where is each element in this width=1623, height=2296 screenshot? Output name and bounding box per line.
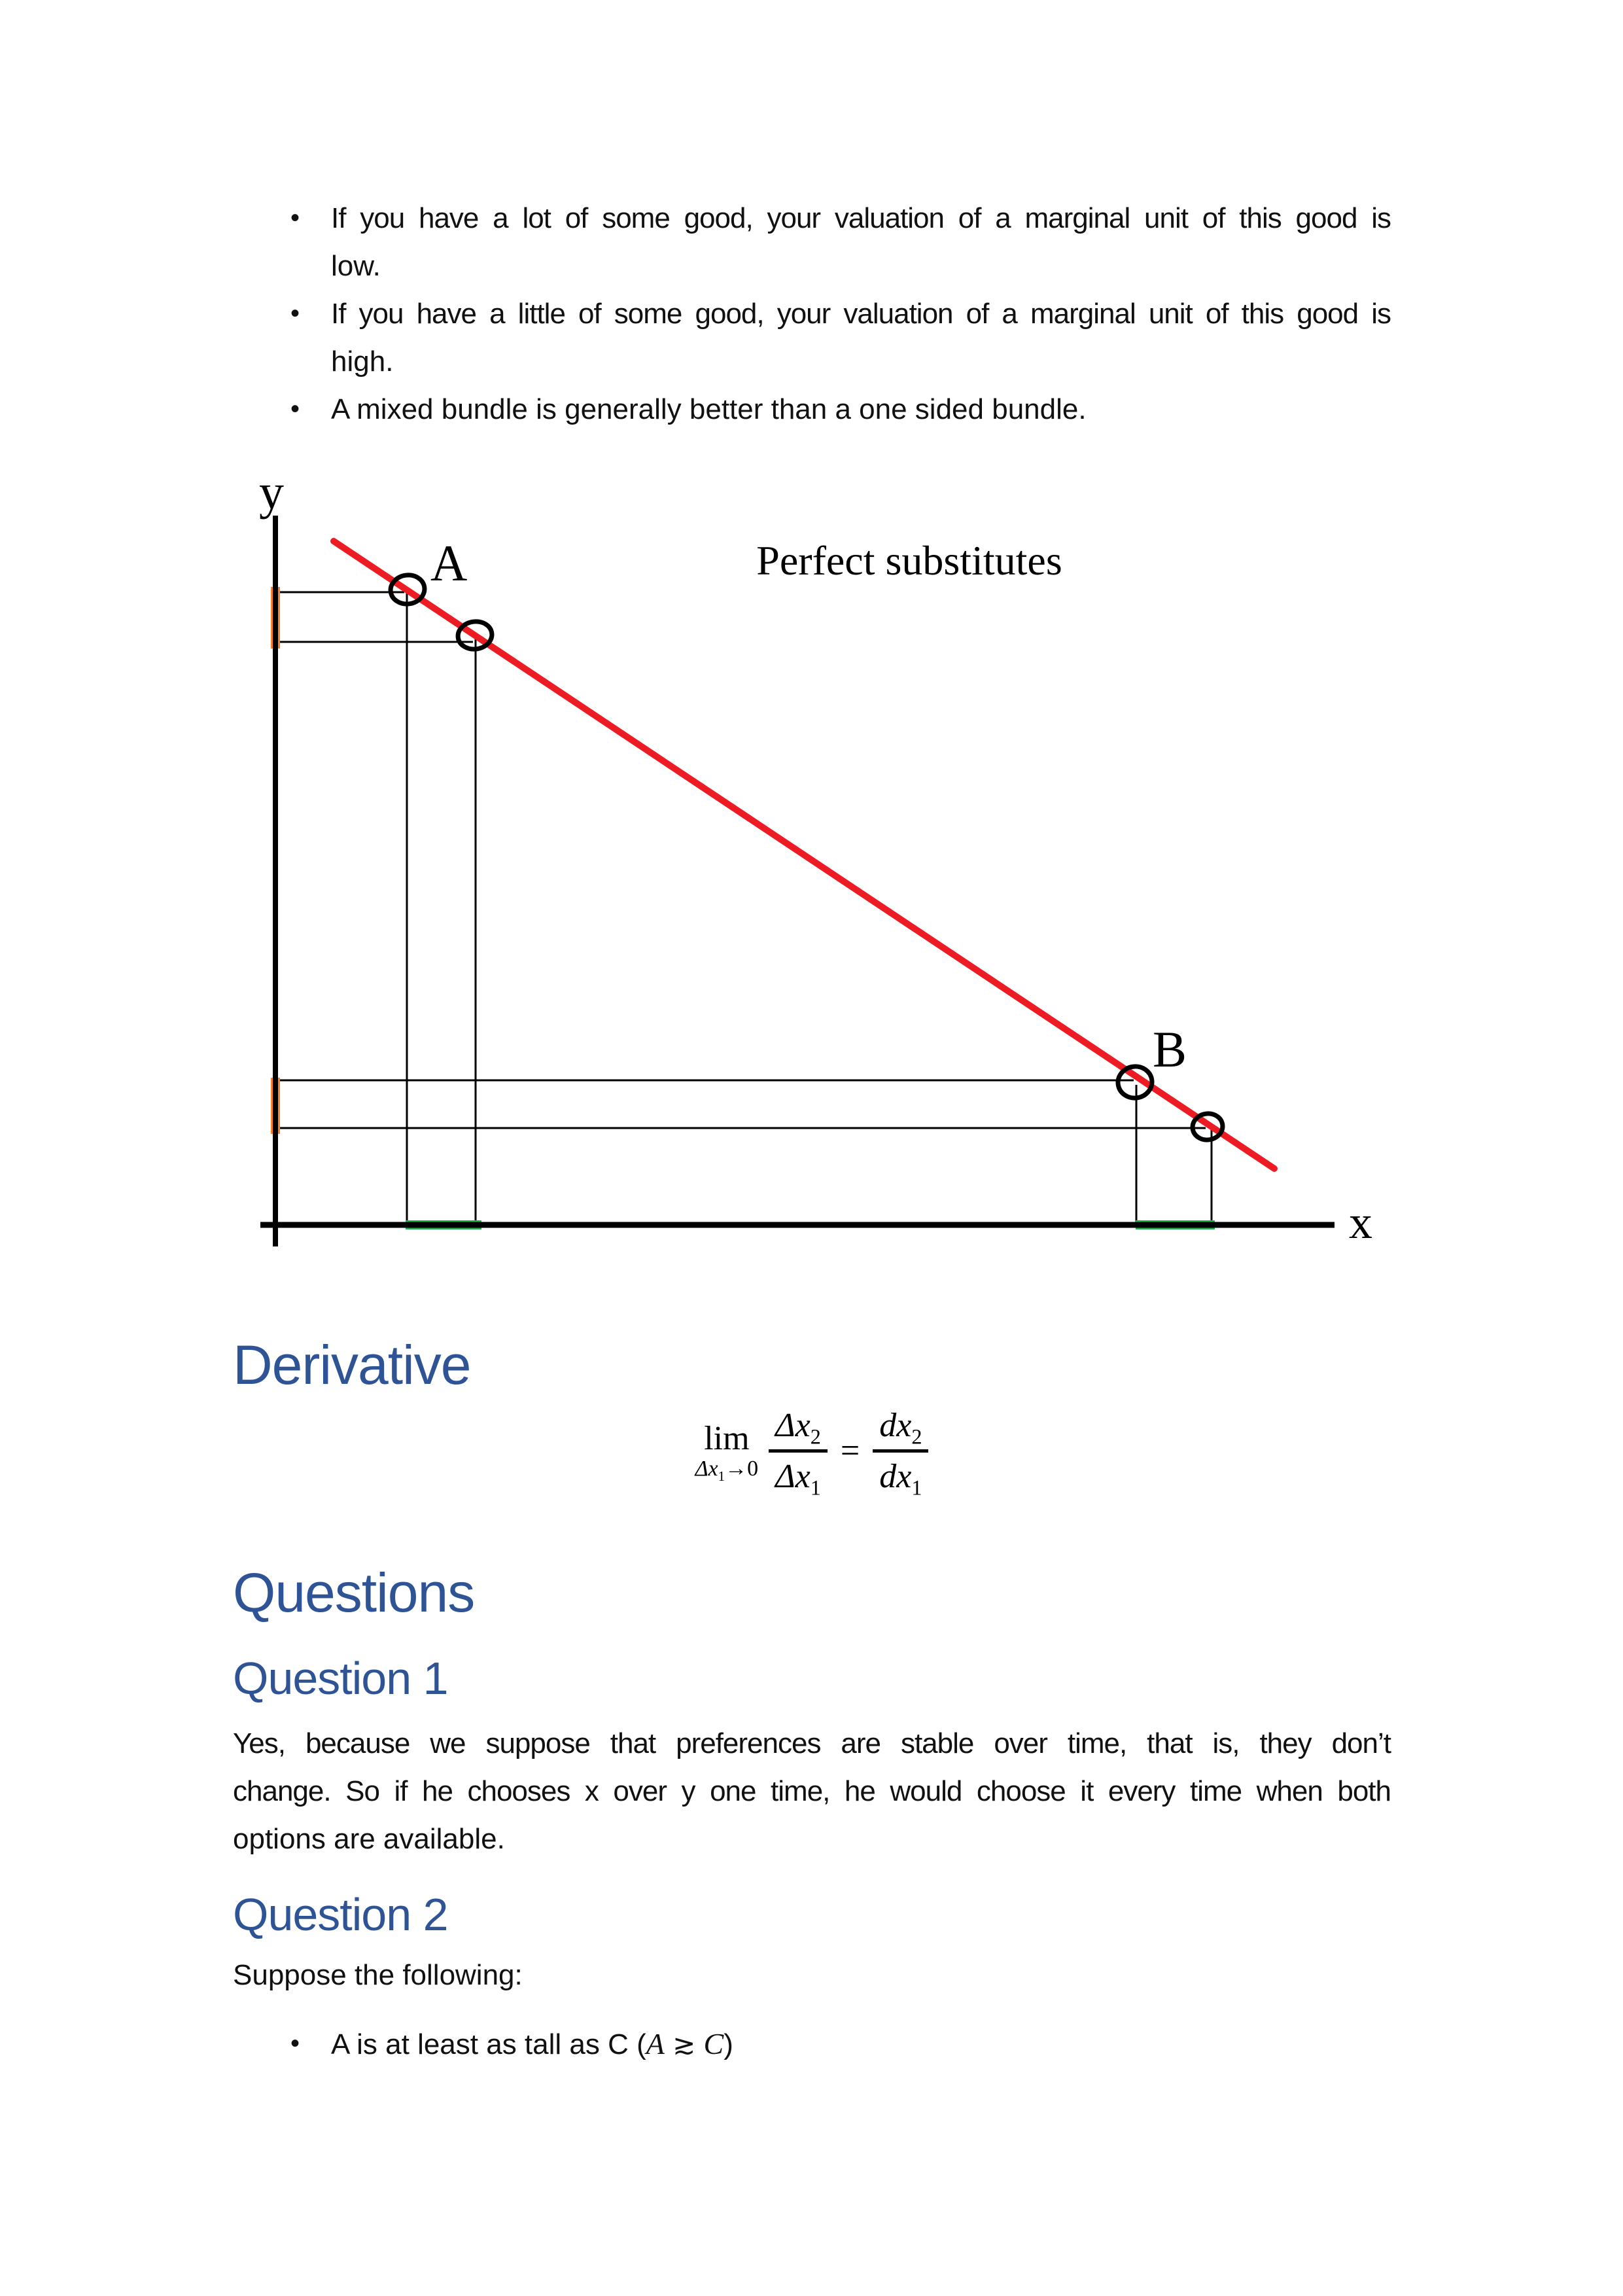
denominator-index: 1 (911, 1475, 922, 1500)
question-2-bullet (233, 2020, 1391, 2068)
bullet-text-plain: A is at least as tall as C ( (331, 2028, 646, 2060)
bullet-text-line: If you have a little of some good, your valuation of a marginal unit of this good is (331, 298, 1391, 330)
fraction-numerator (873, 1407, 928, 1453)
derivative-heading: Derivative (233, 1334, 471, 1396)
denominator-var: Δx (775, 1458, 811, 1496)
fraction-delta (769, 1407, 828, 1500)
point-a-label: A (430, 535, 468, 592)
bullet-icon: • (290, 299, 300, 328)
point-b-label: B (1153, 1021, 1187, 1078)
limit-subscript (695, 1457, 759, 1485)
figure-title: Perfect substitutes (756, 537, 1062, 584)
derivative-formula (233, 1407, 1391, 1500)
denominator-var: dx (879, 1458, 912, 1496)
weak-preference-symbol: ≳ (672, 2028, 696, 2060)
question-2-intro: Suppose the following: (233, 1959, 523, 1991)
x-axis-label: x (1349, 1196, 1372, 1248)
limit-block (695, 1419, 759, 1485)
fraction-differential (873, 1407, 928, 1500)
bullet-text-line: high. (331, 345, 394, 378)
math-var-c: C (703, 2027, 724, 2060)
equals-sign: = (840, 1432, 860, 1470)
limit-operator: lim (704, 1419, 750, 1457)
question-1-heading: Question 1 (233, 1653, 448, 1704)
question-1-answer (233, 1720, 1391, 1863)
bullet-icon: • (290, 203, 300, 232)
numerator-index: 2 (911, 1424, 922, 1449)
questions-heading: Questions (233, 1562, 475, 1623)
limit-sub-arrow: →0 (725, 1457, 759, 1481)
bullet-icon: • (290, 2029, 300, 2058)
paragraph-line: Yes, because we suppose that preferences are stable over time, that is, they don’t (233, 1727, 1391, 1759)
bullet-text-plain: ) (724, 2028, 733, 2060)
denominator-index: 1 (810, 1475, 821, 1500)
limit-sub-index: 1 (718, 1468, 725, 1485)
fraction-numerator (769, 1407, 828, 1453)
y-axis-label: y (259, 465, 284, 520)
bullet-icon: • (290, 395, 300, 423)
fraction-denominator (769, 1453, 828, 1500)
bullet-text-line: low. (331, 250, 381, 282)
bullet-text-line: If you have a lot of some good, your valuation of a marginal unit of this good is (331, 202, 1391, 234)
numerator-var: Δx (775, 1407, 811, 1444)
question-2-heading: Question 2 (233, 1889, 448, 1940)
fraction-denominator (873, 1453, 928, 1500)
paragraph-line: options are available. (233, 1823, 505, 1855)
limit-sub-var: Δx (695, 1457, 718, 1481)
math-var-a: A (646, 2027, 665, 2060)
numerator-index: 2 (810, 1424, 821, 1449)
bullet-text-line: A mixed bundle is generally better than a one sided bundle. (331, 393, 1087, 425)
paragraph-line: change. So if he chooses x over y one time, he would choose it every time when both (233, 1775, 1391, 1807)
numerator-var: dx (879, 1407, 912, 1444)
bullet-text (331, 2028, 733, 2060)
